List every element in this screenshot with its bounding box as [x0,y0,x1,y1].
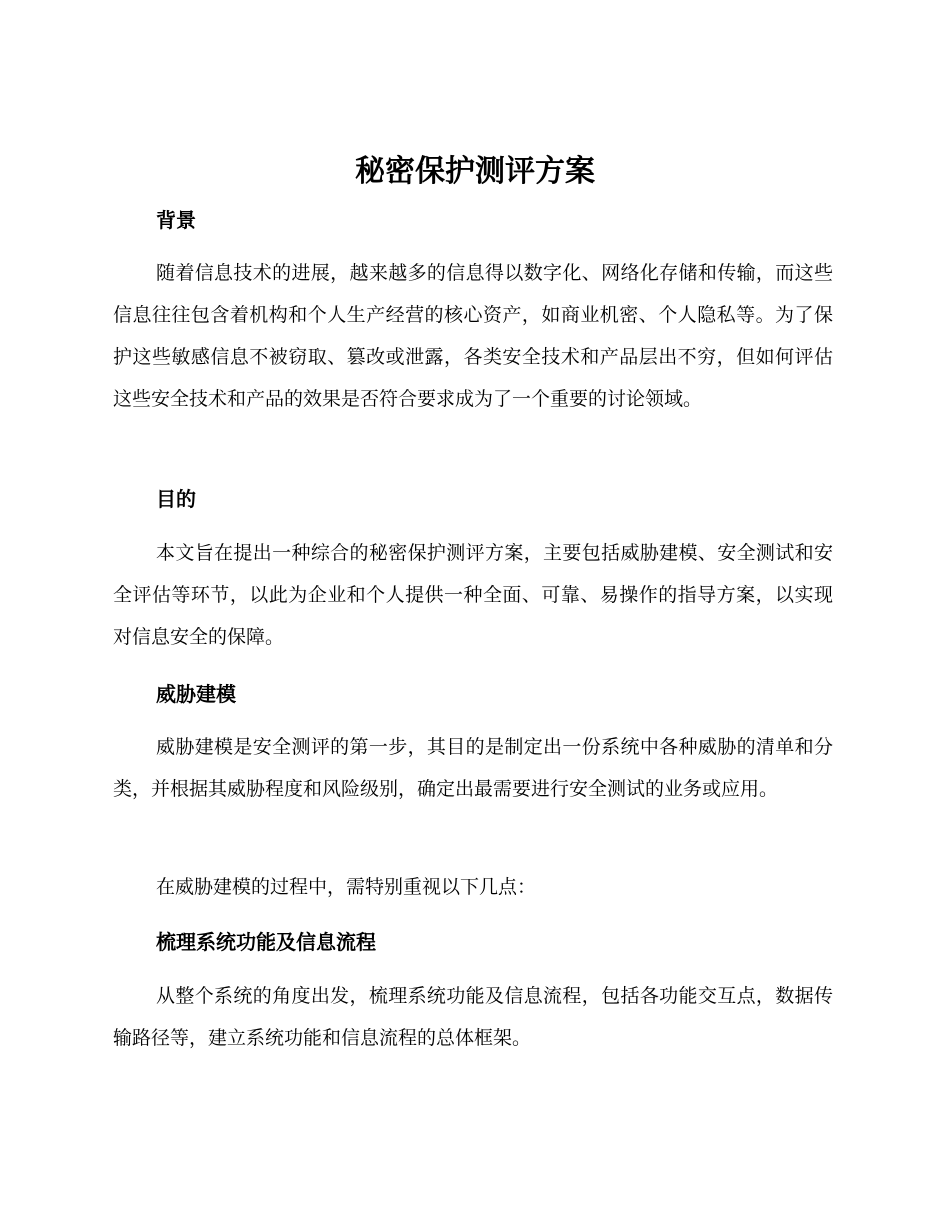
paragraph-purpose: 本文旨在提出一种综合的秘密保护测评方案，主要包括威胁建模、安全测试和安全评估等环节，以此为企业和个人提供一种全面、可靠、易操作的指导方案，以实现对信息安全的保障。 [113,542,833,648]
paragraph-background: 随着信息技术的进展，越来越多的信息得以数字化、网络化存储和传输，而这些信息往往包含着机构和个人生产经营的核心资产，如商业机密、个人隐私等。为了保护这些敏感信息不被窃取、篡改或泄露，各类安全技术和产品层出不穷，但如何评估这些安全技术和产品的效果是否符合要求成为了一个重要的讨论领域。 [113,262,833,410]
paragraph-threat-modeling: 威胁建模是安全测评的第一步，其目的是制定出一份系统中各种威胁的清单和分类，并根据其威胁程度和风险级别，确定出最需要进行安全测试的业务或应用。 [113,736,833,800]
section-heading-purpose: 目的 [156,487,196,511]
section-heading-threat-modeling: 威胁建模 [156,682,236,706]
paragraph-system-flow: 从整个系统的角度出发，梳理系统功能及信息流程，包括各功能交互点，数据传输路径等，建立系统功能和信息流程的总体框架。 [113,985,833,1049]
section-heading-system-flow: 梳理系统功能及信息流程 [156,930,376,954]
section-heading-background: 背景 [156,208,196,232]
paragraph-threat-modeling-points: 在威胁建模的过程中，需特别重视以下几点： [156,876,537,898]
document-title: 秘密保护测评方案 [355,154,595,189]
